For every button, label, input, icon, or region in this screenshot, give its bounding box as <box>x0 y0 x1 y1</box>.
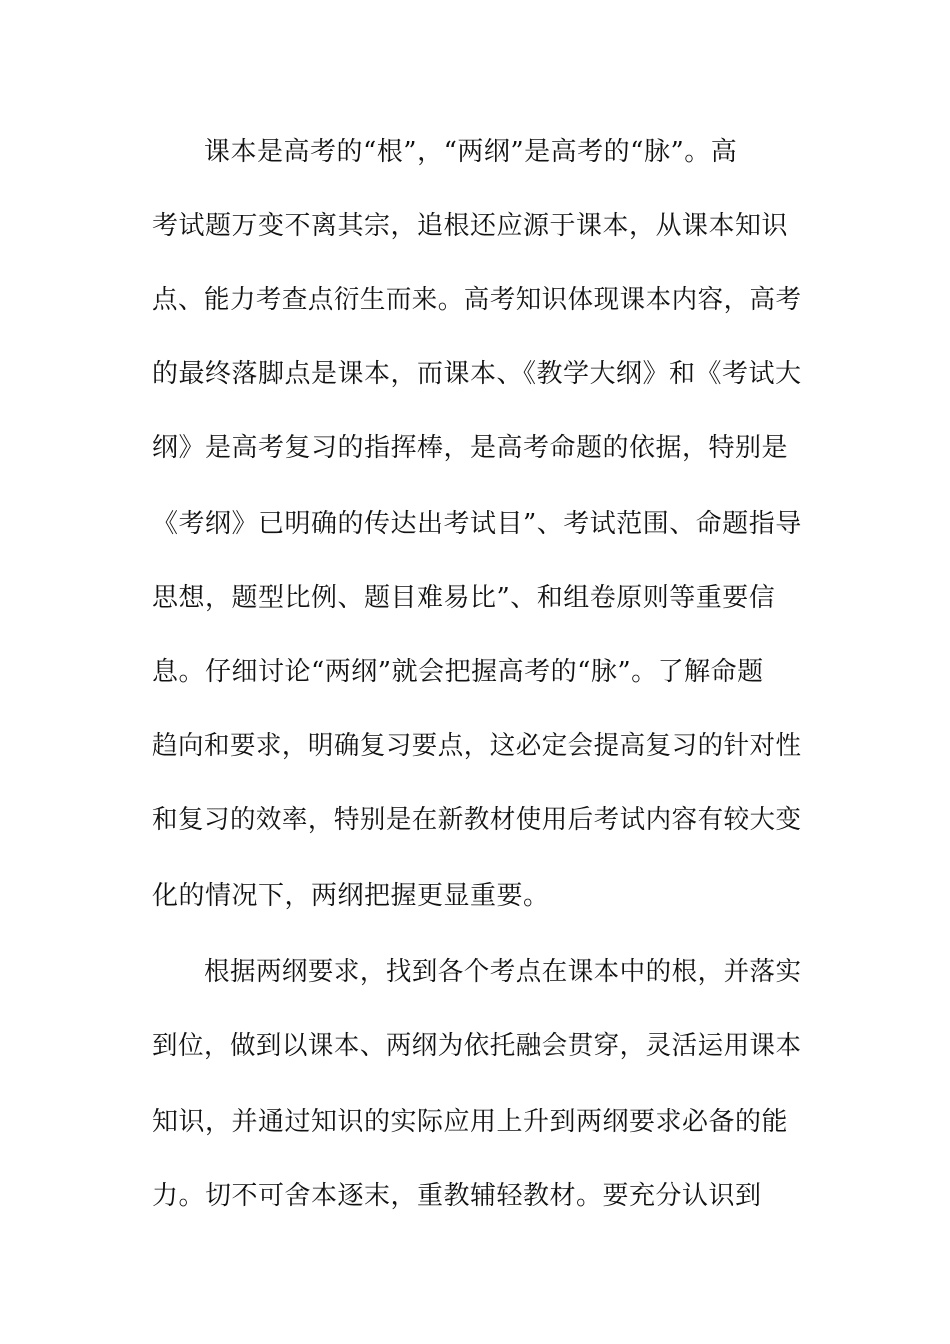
text-line: 纲》是高考复习的指挥棒，是高考命题的依据，特别是 <box>152 433 789 463</box>
text-line: 化的情况下，两纲把握更显重要。 <box>152 881 550 911</box>
text-line: 《考纲》已明确的传达出考试目”、考试范围、命题指导 <box>152 509 802 539</box>
text-line: 思想，题型比例、题目难易比”、和组卷原则等重要信 <box>152 583 776 613</box>
text-line: 息。仔细讨论“两纲”就会把握高考的“脉”。了解命题 <box>152 657 764 687</box>
text-line: 课本是高考的“根”，“两纲”是高考的“脉”。高 <box>204 137 738 167</box>
text-line: 根据两纲要求，找到各个考点在课本中的根，并落实 <box>204 957 802 987</box>
text-line: 力。切不可舍本逐末，重教辅轻教材。要充分认识到 <box>152 1181 762 1211</box>
text-line: 考试题万变不离其宗，追根还应源于课本，从课本知识 <box>152 211 789 241</box>
text-line: 到位，做到以课本、两纲为依托融会贯穿，灵活运用课本 <box>152 1031 802 1061</box>
text-line: 和复习的效率，特别是在新教材使用后考试内容有较大变 <box>152 805 802 835</box>
text-line: 的最终落脚点是课本，而课本、《教学大纲》和《考试大 <box>152 359 802 389</box>
text-line: 趋向和要求，明确复习要点，这必定会提高复习的针对性 <box>152 731 802 761</box>
text-line: 知识，并通过知识的实际应用上升到两纲要求必备的能 <box>152 1107 789 1137</box>
text-line: 点、能力考查点衍生而来。高考知识体现课本内容，高考 <box>152 285 802 315</box>
